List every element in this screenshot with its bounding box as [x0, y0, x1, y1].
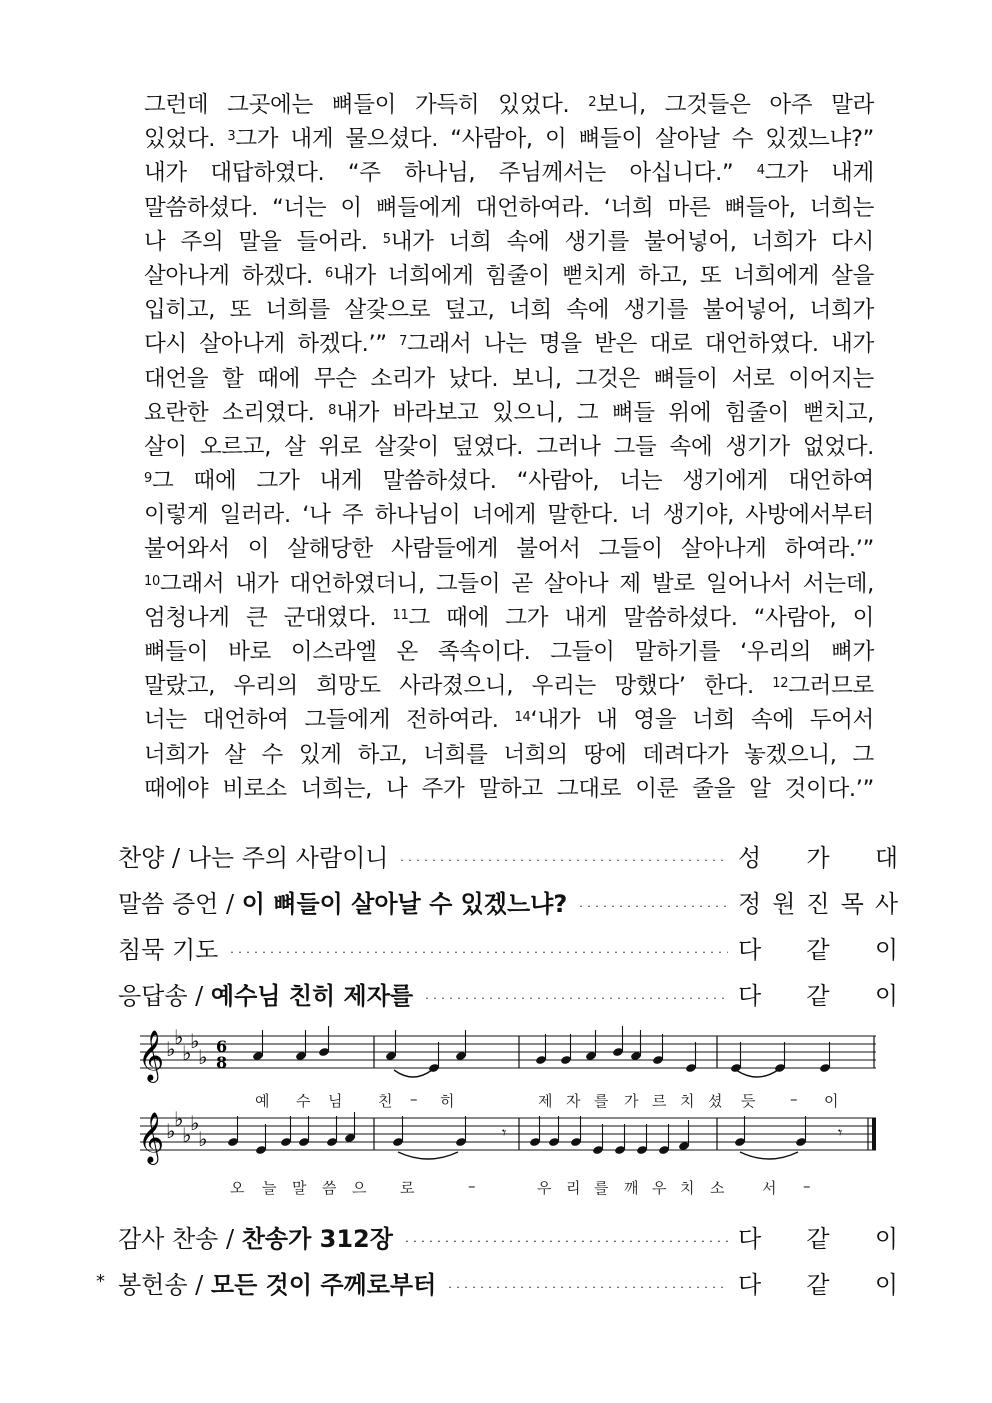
verse-text: 때에야 비로소 너희는, 나 주가 말하고 그대로 이룬 줄을 알 것이다.’” [144, 775, 874, 802]
verse-text: 그래서 내가 대언하였더니, 그들이 곧 살아나 제 발로 일어나서 서는데, [159, 570, 874, 597]
scripture-line [144, 601, 874, 635]
lyric-syllable: 깨 [624, 1179, 639, 1197]
order-item-title [118, 1265, 436, 1300]
treble-clef-icon: 𝄞 [138, 1112, 165, 1163]
dot-leader [577, 905, 728, 907]
verse-number: 2 [588, 95, 597, 110]
flat-icon: ♭ [174, 1107, 184, 1131]
asterisk-marker: * [96, 1271, 105, 1292]
order-item-leader [738, 884, 898, 919]
order-item-subject: 찬송가 312장 [241, 1224, 393, 1253]
lyric-syllable: 이 [824, 1092, 839, 1110]
order-item-subject: 모든 것이 주께로부터 [210, 1270, 437, 1299]
lyric-syllable: 가 [624, 1092, 639, 1110]
verse-text: 말씀하셨다. “너는 이 뼈들에게 대언하여라. ‘너희 마른 뼈들아, 너희는 [144, 194, 874, 221]
lyric-syllable: 제 [538, 1092, 553, 1110]
leader-char: 원 [772, 889, 796, 918]
lyric-syllable: – [803, 1177, 811, 1195]
dot-leader [423, 997, 728, 999]
leader-char: 이 [874, 1224, 898, 1253]
leader-char: 이 [874, 981, 898, 1010]
verse-number: 9 [144, 471, 152, 487]
rest-icon: 𝄾 [502, 1123, 507, 1142]
lyric-syllable: 히 [440, 1092, 455, 1110]
verse-text: 그 때에 그가 내게 말씀하셨다. “사람아, 이 [408, 604, 875, 631]
scripture-line [144, 772, 874, 806]
verse-text: 이렇게 일러라. ‘나 주 하나님이 너에게 말한다. 너 생기야, 사방에서부터 [144, 502, 874, 529]
treble-clef-icon: 𝄞 [138, 1030, 165, 1081]
leader-char: 대 [874, 843, 898, 872]
lyric-syllable: 수 [296, 1092, 311, 1110]
order-item-leader [738, 838, 898, 873]
leader-char: 다 [738, 1270, 762, 1299]
leader-char: 이 [874, 1270, 898, 1299]
flat-icon: ♭ [182, 1041, 192, 1065]
verse-text: 다시 살아나게 하겠다.’” [144, 331, 400, 358]
verse-text: 뼈들이 바로 이스라엘 온 족속이다. 그들이 말하기를 ‘우리의 뼈가 [144, 639, 874, 665]
scripture-line [144, 635, 874, 669]
verse-text: 그러므로 [788, 673, 874, 700]
scripture-line [144, 567, 874, 601]
lyric-syllable: – [410, 1090, 418, 1108]
order-item [118, 973, 898, 1013]
scripture-line [144, 88, 874, 122]
verse-number: 3 [227, 129, 236, 145]
tie [398, 1152, 458, 1159]
scripture-line [144, 327, 874, 361]
leader-char: 가 [806, 843, 830, 872]
lyric-syllable: 로 [400, 1179, 415, 1197]
lyric-syllable: – [790, 1090, 798, 1108]
verse-text: 내가 대답하였다. “주 하나님, 주님께서는 아십니다.” [144, 160, 757, 187]
leader-char: 같 [806, 1224, 830, 1253]
verse-text: 엄청나게 큰 군대였다. [144, 604, 393, 631]
leader-char: 다 [738, 1224, 762, 1253]
lyric-syllable: 오 [230, 1179, 245, 1197]
leader-char: 같 [806, 935, 830, 964]
verse-text: 내가 너희 속에 생기를 불어넣어, 너희가 다시 [390, 228, 874, 255]
verse-text: 내가 바라보고 있으니, 그 뼈들 위에 힘줄이 뻗치고, [336, 399, 874, 426]
verse-text: 불어와서 이 살해당한 사람들에게 불어서 그들이 살아나게 하여라.’” [144, 536, 874, 563]
lyric-syllable: 셨 [708, 1092, 723, 1110]
verse-text: 너는 대언하여 그들에게 전하여라. [144, 707, 515, 734]
verse-text: 살이 오르고, 살 위로 살갗이 덮였다. 그러나 그들 속에 생기가 없었다. [144, 433, 874, 460]
dot-leader [446, 1286, 728, 1288]
lyric-syllable: 님 [328, 1092, 343, 1110]
leader-char: 정 [738, 889, 762, 918]
scripture-line [144, 669, 874, 703]
lyric-syllable: 우 [652, 1179, 667, 1197]
time-signature-top: 6 [216, 1037, 228, 1056]
flat-icon: ♭ [166, 1119, 176, 1143]
order-item-subject: 예수님 친히 제자를 [210, 981, 414, 1010]
lyric-syllable: 소 [710, 1179, 725, 1197]
leader-char: 사 [874, 889, 898, 918]
scripture-line [144, 396, 874, 430]
verse-text: 대언을 할 때에 무슨 소리가 났다. 보니, 그것은 뼈들이 서로 이어지는 [144, 365, 874, 392]
verse-text: 그가 내게 물으셨다. “사람아, 이 뼈들이 살아날 수 있겠느냐?” [235, 126, 874, 153]
flat-icon: ♭ [198, 1127, 208, 1151]
flat-icon: ♭ [174, 1025, 184, 1049]
scripture-line [144, 430, 874, 464]
verse-number: 12 [772, 676, 789, 692]
flat-icon: ♭ [190, 1029, 200, 1053]
order-item-subject: 이 뼈들이 살아날 수 있겠느냐? [241, 889, 568, 918]
tie [736, 1070, 778, 1077]
verse-text: 그런데 그곳에는 뼈들이 가득히 있었다. [144, 92, 589, 118]
dot-leader [398, 859, 728, 861]
verse-text: 그 때에 그가 내게 말씀하셨다. “사람아, 너는 생기에게 대언하여 [151, 468, 874, 495]
leader-char: 같 [806, 981, 830, 1010]
order-item-label: 찬양 / 나는 주의 사람이니 [118, 843, 389, 872]
verse-text: 요란한 소리였다. [144, 399, 329, 426]
order-item-label: 침묵 기도 [118, 935, 219, 964]
flat-icon: ♭ [190, 1111, 200, 1135]
verse-text: ‘내가 내 영을 너희 속에 두어서 [530, 707, 874, 734]
lyric-syllable: 예 [255, 1092, 270, 1110]
verse-text: 말랐고, 우리의 희망도 사라졌으니, 우리는 망했다’ 한다. [144, 673, 773, 700]
rest-icon: 𝄾 [838, 1123, 843, 1142]
order-item-title [118, 838, 388, 873]
verse-number: 4 [756, 163, 765, 179]
lyric-syllable: 씀 [322, 1179, 337, 1197]
leader-char: 다 [738, 935, 762, 964]
leader-char: 이 [874, 935, 898, 964]
verse-number: 6 [324, 265, 333, 281]
order-item-label: 말씀 증언 / [118, 889, 242, 918]
order-item-title [118, 884, 567, 919]
dot-leader [403, 1240, 728, 1242]
verse-number: 7 [399, 334, 408, 350]
verse-text: 그래서 나는 명을 받은 대로 대언하였다. 내가 [407, 331, 874, 358]
verse-number: 8 [328, 402, 337, 418]
leader-char: 진 [806, 889, 830, 918]
order-item-label: 봉헌송 / [118, 1270, 211, 1299]
scripture-line [144, 532, 874, 566]
lyric-syllable: 우 [537, 1179, 552, 1197]
order-item [118, 927, 898, 967]
order-item-leader [738, 976, 898, 1011]
verse-number: 14 [514, 710, 531, 726]
flat-icon: ♭ [198, 1045, 208, 1069]
scripture-line [144, 156, 874, 190]
lyric-syllable: 리 [566, 1179, 581, 1197]
verse-number: 10 [144, 573, 160, 589]
lyric-syllable: 늘 [262, 1179, 277, 1197]
verse-number: 11 [392, 607, 409, 623]
lyric-syllable: – [468, 1177, 476, 1195]
order-item-leader [738, 1265, 898, 1300]
verse-text: 보니, 그것들은 아주 말라 [596, 92, 874, 118]
order-item-label: 감사 찬송 / [118, 1224, 242, 1253]
lyric-syllable: 를 [594, 1092, 609, 1110]
scripture-line [144, 122, 874, 156]
flat-icon: ♭ [166, 1037, 176, 1061]
order-item-leader [738, 930, 898, 965]
scripture-line [144, 738, 874, 772]
lyric-syllable: 르 [652, 1092, 667, 1110]
leader-char: 같 [806, 1270, 830, 1299]
verse-number: 5 [382, 231, 391, 247]
tie [394, 1070, 432, 1077]
order-item [118, 1262, 898, 1302]
order-item-leader [738, 1219, 898, 1254]
leader-char: 성 [738, 843, 762, 872]
verse-text: 있었다. [144, 126, 228, 153]
tie [740, 1152, 798, 1159]
scripture-line [144, 703, 874, 737]
lyric-syllable: 를 [594, 1179, 609, 1197]
order-item [118, 835, 898, 875]
order-item-label: 응답송 / [118, 981, 211, 1010]
verse-text: 살아나게 하겠다. [144, 262, 325, 289]
order-item-title [118, 1219, 393, 1254]
order-item [118, 1216, 898, 1256]
order-item [118, 881, 898, 921]
scripture-line [144, 225, 874, 259]
lyric-syllable: 치 [680, 1092, 695, 1110]
scripture-line [144, 259, 874, 293]
lyric-syllable: 자 [566, 1092, 581, 1110]
dot-leader [228, 951, 728, 953]
lyric-syllable: 서 [762, 1179, 777, 1197]
verse-text: 입히고, 또 너희를 살갗으로 덮고, 너희 속에 생기를 불어넣어, 너희가 [144, 297, 874, 324]
flat-icon: ♭ [182, 1123, 192, 1147]
verse-text: 내가 너희에게 힘줄이 뻗치게 하고, 또 너희에게 살을 [332, 262, 875, 289]
lyric-syllable: 친 [378, 1092, 393, 1110]
order-item-title [118, 976, 413, 1011]
scripture-line [144, 498, 874, 532]
verse-text: 나 주의 말을 들어라. [144, 228, 383, 255]
time-signature-bottom: 8 [216, 1053, 228, 1072]
scripture-line [144, 464, 874, 498]
scripture-line [144, 362, 874, 396]
verse-text: 그가 내게 [764, 160, 874, 187]
scripture-line [144, 191, 874, 225]
leader-char: 목 [840, 889, 864, 918]
scripture-line [144, 293, 874, 327]
scripture-passage [144, 88, 874, 806]
verse-text: 너희가 살 수 있게 하고, 너희를 너희의 땅에 데려다가 놓겠으니, 그 [144, 741, 874, 768]
leader-char: 다 [738, 981, 762, 1010]
lyric-syllable: 말 [292, 1179, 307, 1197]
lyric-syllable: 치 [680, 1179, 695, 1197]
lyric-syllable: 듯 [741, 1092, 756, 1110]
lyric-syllable: 으 [352, 1179, 367, 1197]
order-item-title [118, 930, 218, 965]
